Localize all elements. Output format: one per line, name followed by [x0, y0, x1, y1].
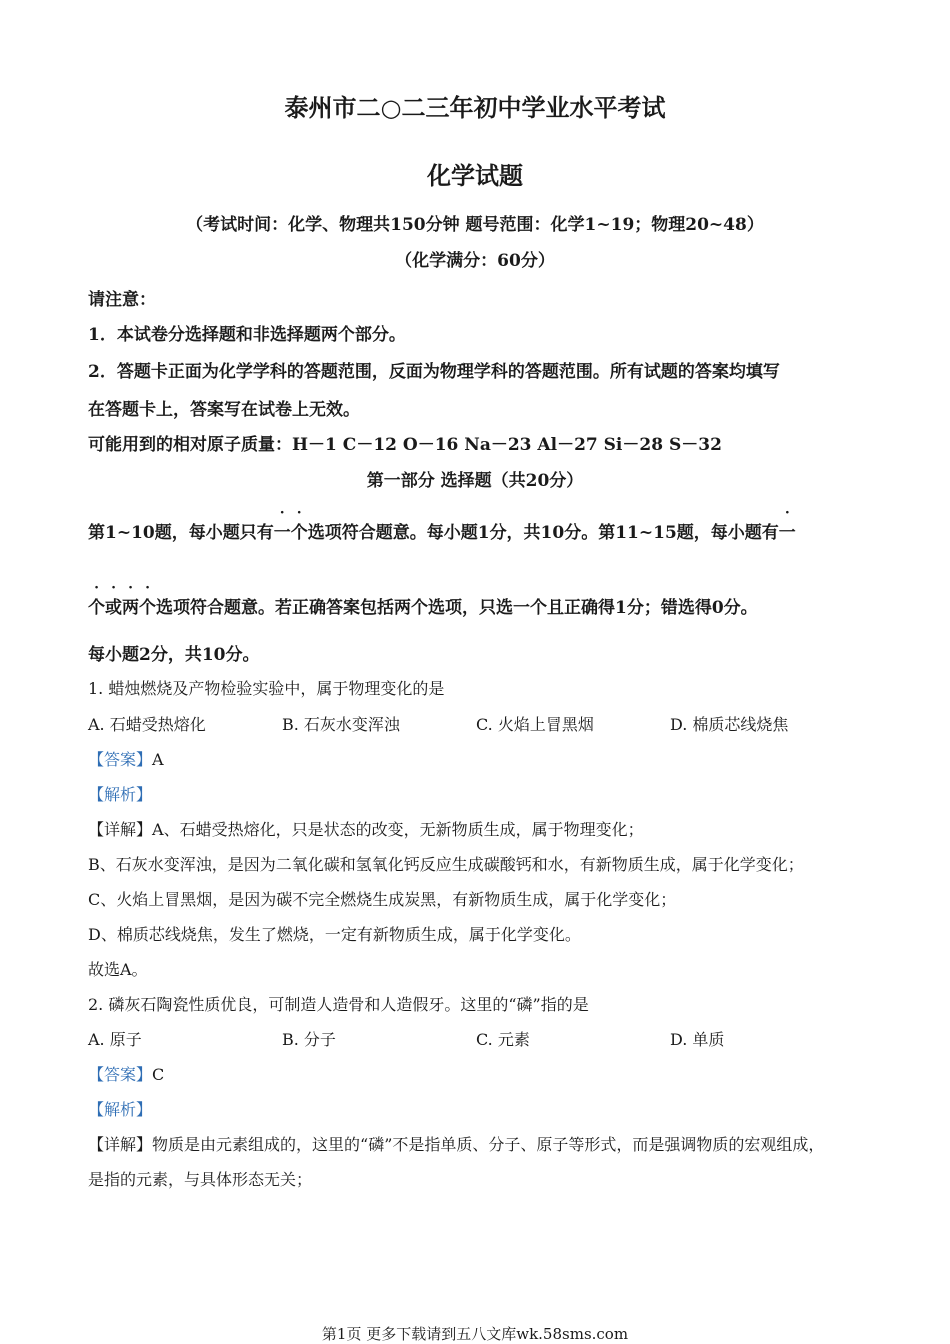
question-1-option-c: C. 火焰上冒黑烟 — [476, 715, 594, 734]
notes-heading: 请注意： — [88, 290, 156, 310]
page-footer: 第1页 更多下载请到五八文库wk.58sms.com — [321, 1325, 629, 1343]
exam-title: 泰州市二○二三年初中学业水平考试 — [284, 93, 666, 122]
emphasis-dot-icon: · — [94, 580, 99, 596]
section-instruction-line-3: 每小题2分，共10分。 — [88, 645, 260, 665]
emphasis-dot-icon: · — [279, 505, 285, 521]
note-item-2-line-1: 2．答题卡正面为化学学科的答题范围，反面为物理学科的答题范围。所有试题的答案均填写 — [88, 362, 780, 382]
detail-label: 【详解】 — [88, 1135, 153, 1154]
emphasis-dot-icon: · — [111, 580, 116, 596]
question-1-detail-c: C、火焰上冒黑烟，是因为碳不完全燃烧生成炭黑，有新物质生成，属于化学变化； — [88, 890, 677, 909]
question-2-detail-line-1: 【详解】物质是由元素组成的，这里的“磷”不是指单质、分子、原子等形式，而是强调物质的宏观组成， — [88, 1135, 825, 1154]
answer-value: C — [152, 1065, 165, 1084]
note-item-1: 1．本试卷分选择题和非选择题两个部分。 — [88, 325, 406, 345]
atomic-masses: 可能用到的相对原子质量：H－1 C－12 O－16 Na－23 Al－27 Si－28 S－32 — [88, 435, 722, 455]
emphasis-char: · 一 — [778, 505, 796, 543]
question-1-answer — [88, 747, 164, 770]
question-2-detail-line-2: 是指的元素，与具体形态无关； — [88, 1170, 313, 1189]
section-instruction-line-2 — [88, 580, 758, 618]
emphasis-char: · 个 — [139, 580, 156, 618]
detail-label: 【详解】 — [88, 820, 153, 839]
exam-time-info: （考试时间：化学、物理共150分钟 题号范围：化学1~19；物理20~48） — [186, 215, 764, 235]
question-1-detail-a: 【详解】A、石蜡受热熔化，只是状态的改变，无新物质生成，属于物理变化； — [88, 820, 644, 839]
question-2-option-a: A. 原子 — [88, 1030, 142, 1049]
answer-label: 【答案】 — [88, 1065, 153, 1084]
question-1-conclusion: 故选A。 — [88, 960, 148, 979]
emphasis-char: · 一 — [273, 505, 291, 543]
full-marks-info: （化学满分：60分） — [395, 251, 555, 271]
question-1-detail-b: B、石灰水变浑浊，是因为二氧化碳和氢氧化钙反应生成碳酸钙和水，有新物质生成，属于化学变化； — [88, 855, 804, 874]
instruction-text-a: 第1~10题，每小题只有 — [88, 523, 274, 543]
emphasis-dot-icon: · — [145, 580, 150, 596]
note-item-2-line-2: 在答题卡上，答案写在试卷上无效。 — [88, 400, 360, 420]
instruction-text-c: 选项符合题意。若正确答案包括两个选项，只选一个且正确得1分；错选得0分。 — [156, 598, 758, 618]
question-2-option-c: C. 元素 — [476, 1030, 530, 1049]
emphasis-dot-icon: · — [296, 505, 302, 521]
question-2-answer — [88, 1062, 164, 1085]
question-2-analysis-label: 【解析】 — [88, 1100, 153, 1119]
section-instruction-line-1 — [88, 505, 796, 543]
question-1-option-d: D. 棉质芯线烧焦 — [670, 715, 789, 734]
question-1-option-b: B. 石灰水变浑浊 — [282, 715, 400, 734]
question-2-stem: 2. 磷灰石陶瓷性质优良，可制造人造骨和人造假牙。这里的“磷”指的是 — [88, 995, 589, 1014]
emphasis-char: · 个 — [88, 580, 105, 618]
emphasis-char: · 或 — [105, 580, 122, 618]
section-heading: 第一部分 选择题（共20分） — [366, 471, 584, 491]
instruction-text-b: 选项符合题意。每小题1分，共10分。第11~15题，每小题有 — [307, 523, 779, 543]
answer-label: 【答案】 — [88, 750, 153, 769]
question-1-stem: 1. 蜡烛燃烧及产物检验实验中，属于物理变化的是 — [88, 679, 445, 698]
subject-title: 化学试题 — [427, 161, 523, 190]
question-1-analysis-label: 【解析】 — [88, 785, 153, 804]
emphasis-dot-icon: · — [784, 505, 790, 521]
question-2-option-b: B. 分子 — [282, 1030, 336, 1049]
emphasis-dot-icon: · — [128, 580, 133, 596]
emphasis-char: · 两 — [122, 580, 139, 618]
question-1-detail-d: D、棉质芯线烧焦，发生了燃烧，一定有新物质生成，属于化学变化。 — [88, 925, 581, 944]
answer-value: A — [152, 750, 164, 769]
question-2-option-d: D. 单质 — [670, 1030, 725, 1049]
question-1-option-a: A. 石蜡受热熔化 — [88, 715, 206, 734]
emphasis-char: · 个 — [290, 505, 308, 543]
